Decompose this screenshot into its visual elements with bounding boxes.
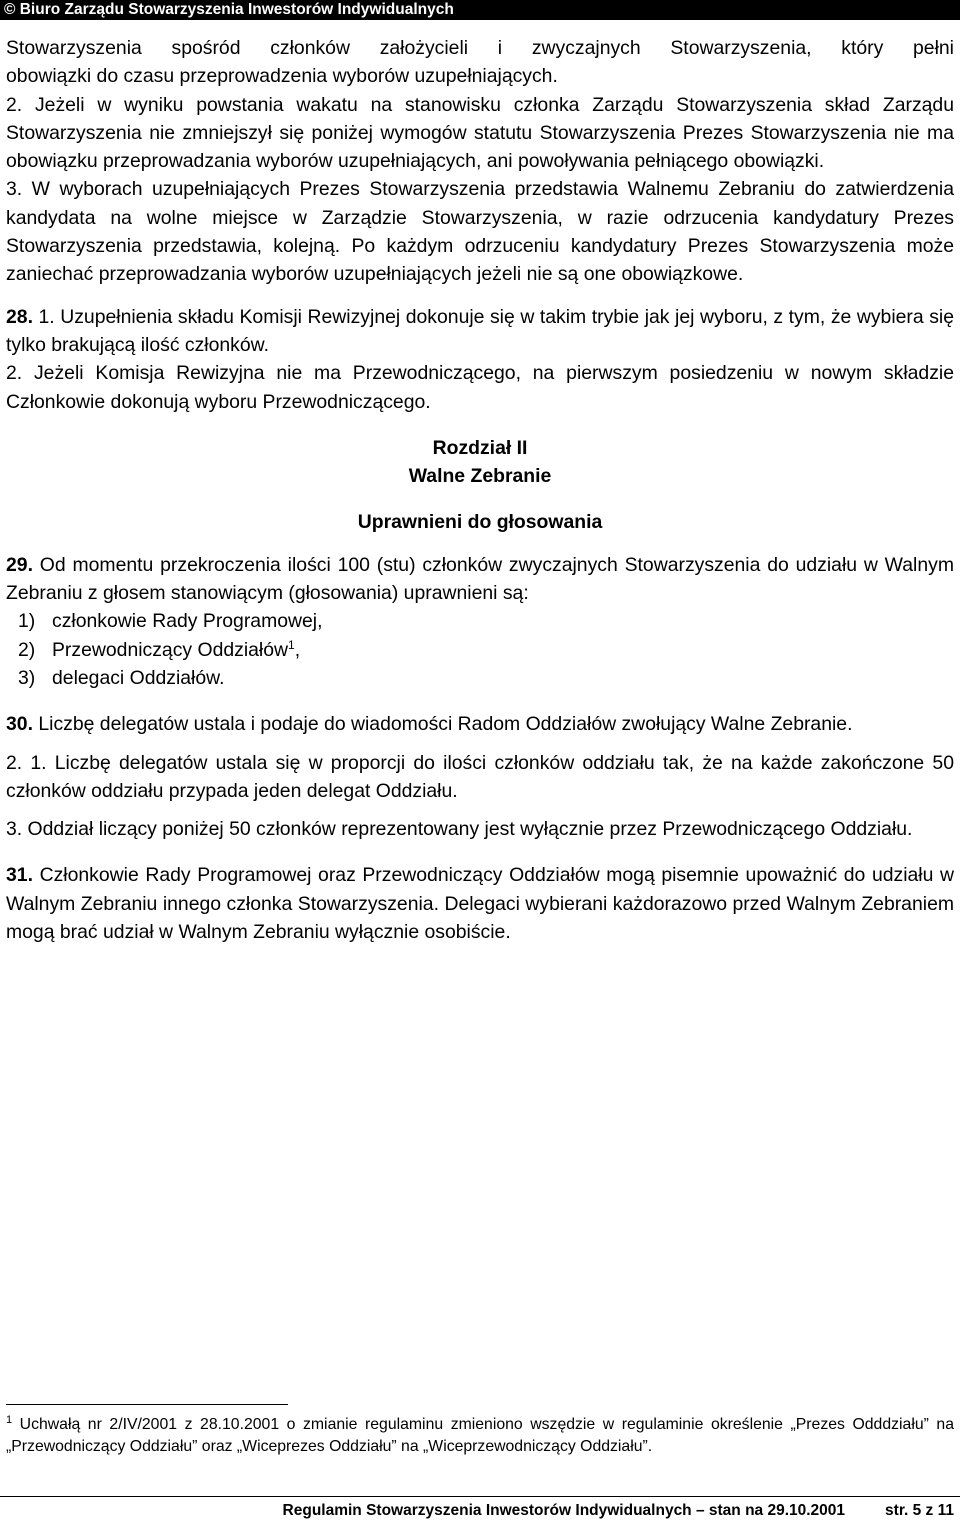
paragraph-continuation-line1: Stowarzyszenia spośród członków założycieli i zwyczajnych Stowarzyszenia, który pełni — [6, 37, 954, 59]
section-31: 31. Członkowie Rady Programowej oraz Przewodniczący Oddziałów mogą pisemnie upoważnić do udziału w Walnym Zebraniu innego członka Stowarzyszenia. Delegaci wybierani każdorazowo przed Walnym Zebraniem mogą brać udział w Walnym Zebraniu wyłącznie osobiście. — [6, 864, 954, 944]
voting-list — [18, 607, 954, 692]
document-body — [6, 34, 954, 946]
section-28-point-2: 2. Jeżeli Komisja Rewizyjna nie ma Przewodniczącego, na pierwszym posiedzeniu w nowym składzie Członkowie dokonują wyboru Przewodniczącego. — [6, 362, 954, 413]
footnote-separator — [6, 1404, 288, 1405]
paragraph-continuation-line2: obowiązki do czasu przeprowadzenia wyborów uzupełniających. — [6, 65, 558, 88]
section-28-number: 28. — [6, 305, 33, 328]
section-29-number: 29. — [6, 553, 33, 576]
footnote-reference[interactable]: 1 — [288, 637, 295, 652]
paragraph-2: 2. Jeżeli w wyniku powstania wakatu na stanowisku członka Zarządu Stowarzyszenia skład Zarządu Stowarzyszenia nie zmniejszył się poniżej wymogów statutu Stowarzyszenia Prezes Stowarzyszenia nie ma obowiązku przeprowadzania wyborów uzupełniających, ani powoływania pełniącego obowiązki. — [6, 93, 954, 173]
chapter-heading: Rozdział II — [432, 436, 528, 459]
subsection-heading: Uprawnieni do głosowania — [357, 511, 603, 534]
section-30-point-3: 3. Oddział liczący poniżej 50 członków reprezentowany jest wyłącznie przez Przewodniczącego Oddziału. — [6, 818, 913, 841]
page-number: str. 5 z 11 — [885, 1502, 954, 1519]
section-30-number: 30. — [6, 713, 33, 736]
page-footer — [0, 1496, 960, 1521]
chapter-title: Walne Zebranie — [408, 465, 552, 488]
footer-title: Regulamin Stowarzyszenia Inwestorów Indywidualnych – stan na 29.10.2001 — [282, 1502, 846, 1519]
section-30-point-2: 2. 1. Liczbę delegatów ustala się w proporcji do ilości członków oddziału tak, że na każde zakończone 50 członków oddziału przypada jeden delegat Oddziału. — [6, 751, 954, 802]
section-30: 30. Liczbę delegatów ustala i podaje do wiadomości Radom Oddziałów zwołujący Walne Zebranie. — [6, 713, 853, 736]
page-header: © Biuro Zarządu Stowarzyszenia Inwestorów Indywidualnych — [0, 0, 960, 20]
list-item: 1) członkowie Rady Programowej, — [18, 610, 323, 633]
list-item: 3) delegaci Oddziałów. — [18, 666, 225, 689]
list-item: 2) Przewodniczący Oddziałów$^1$, — [18, 637, 301, 661]
footnote-mark: 1 — [6, 1414, 13, 1426]
paragraph-3: 3. W wyborach uzupełniających Prezes Stowarzyszenia przedstawia Walnemu Zebraniu do zatwierdzenia kandydata na wolne miejsce w Zarządzie Stowarzyszenia, w razie odrzucenia kandydatury Prezes Stowarzyszenia przedstawia, kolejną. Po każdym odrzuceniu kandydatury Prezes Stowarzyszenia może zaniechać przeprowadzania wyborów uzupełniających jeżeli nie są one obowiązkowe. — [6, 178, 954, 286]
section-29: 29. Od momentu przekroczenia ilości 100 (stu) członków zwyczajnych Stowarzyszenia do udziału w Walnym Zebraniu z głosem stanowiącym (głosowania) uprawnieni są: — [6, 553, 954, 605]
footnote: $^1$ Uchwałą nr 2/IV/2001 z 28.10.2001 o zmianie regulaminu zmieniono wszędzie w regulaminie określenie „Prezes Odddziału” na „Przewodniczący Oddziału” oraz „Wiceprezes Oddziału” na „Wiceprzewodniczący Oddziału”. — [6, 1414, 954, 1455]
section-28-point-1: 28. 1. Uzupełnienia składu Komisji Rewizyjnej dokonuje się w takim trybie jak jej wyboru, z tym, że wybiera się tylko brakującą ilość członków. — [6, 305, 954, 356]
section-31-number: 31. — [6, 864, 33, 887]
